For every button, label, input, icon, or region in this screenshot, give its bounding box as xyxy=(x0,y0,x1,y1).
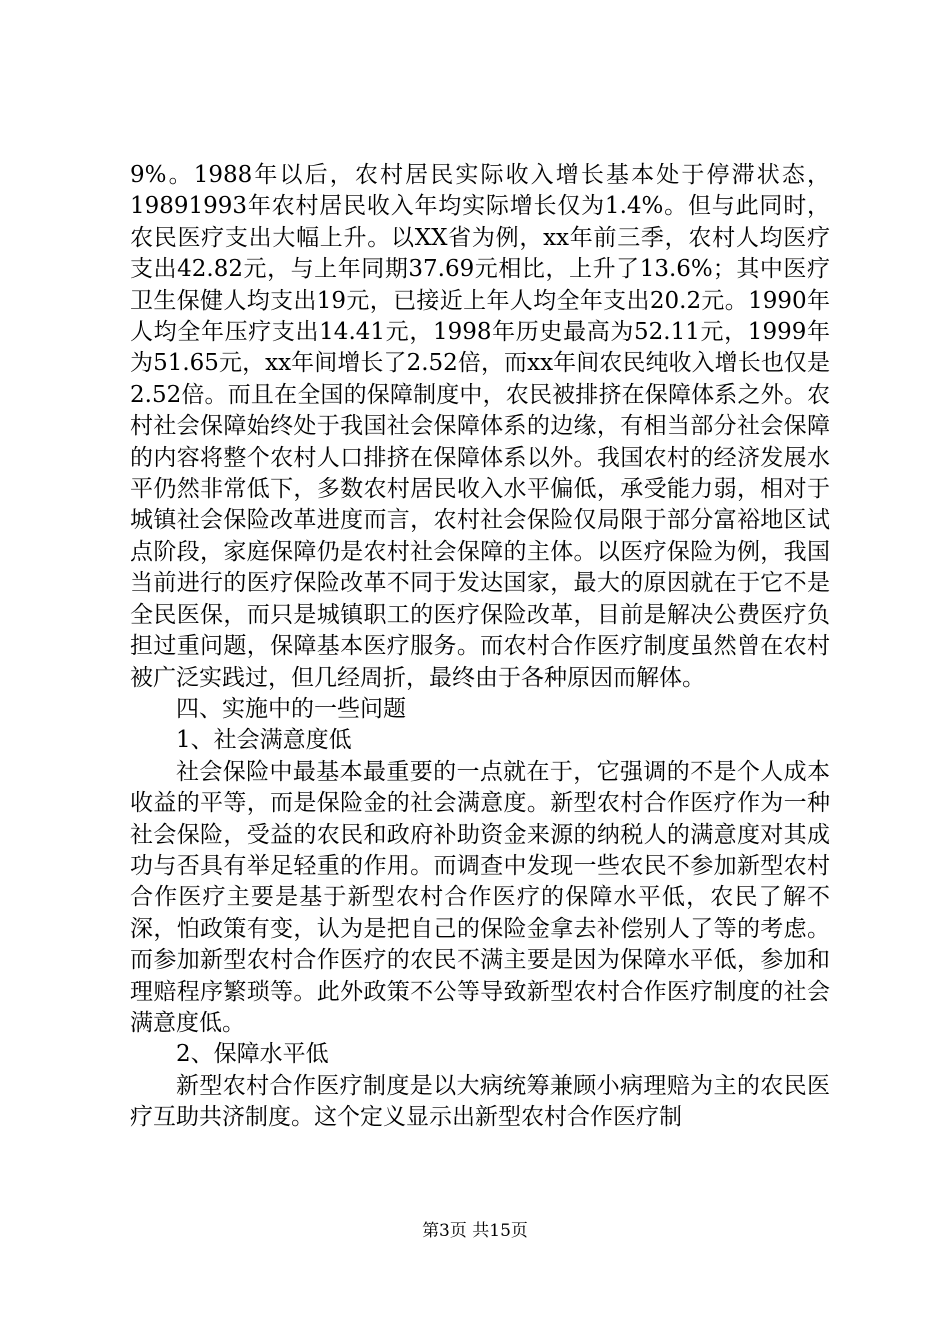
page-number-footer: 第3页 共15页 xyxy=(422,1221,528,1241)
subsection-heading: 1、社会满意度低 xyxy=(176,727,352,754)
document-body xyxy=(130,160,830,1134)
body-paragraph: 9%。1988年以后，农村居民实际收入增长基本处于停滞状态，19891993年农村居民收入年均实际增长仅为1.4%。但与此同时，农民医疗支出大幅上升。以XX省为例，xx年前三季，农村人均医疗支出42.82元，与上年同期37.69元相比，上升了13.6%；其中医疗卫生保健人均支出19元，已接近上年人均全年支出20.2元。1990年人均全年压疗支出14.41元，1998年历史最高为52.11元，1999年为51.65元，xx年间增长了2.52倍，而xx年间农民纯收入增长也仅是2.52倍。而且在全国的保障制度中，农民被排挤在保障体系之外。农村社会保障始终处于我国社会保障体系的边缘，有相当部分社会保障的内容将整个农村人口排挤在保障体系以外。我国农村的经济发展水平仍然非常低下，多数农村居民收入水平偏低，承受能力弱，相对于城镇社会保险改革进度而言，农村社会保险仅局限于部分富裕地区试点阶段，家庭保障仍是农村社会保障的主体。以医疗保险为例，我国当前进行的医疗保险改革不同于发达国家，最大的原因就在于它不是全民医保，而只是城镇职工的医疗保险改革，目前是解决公费医疗负担过重问题，保障基本医疗服务。而农村合作医疗制度虽然曾在农村被广泛实践过，但几经周折，最终由于各种原因而解体。 xyxy=(130,162,830,691)
body-paragraph: 社会保险中最基本最重要的一点就在于，它强调的不是个人成本收益的平等，而是保险金的社会满意度。新型农村合作医疗作为一种社会保险，受益的农民和政府补助资金来源的纳税人的满意度对其成功与否具有举足轻重的作用。而调查中发现一些农民不参加新型农村合作医疗主要是基于新型农村合作医疗的保障水平低，农民了解不深，怕政策有变，认为是把自己的保险金拿去补偿别人了等的考虑。而参加新型农村合作医疗的农民不满主要是因为保障水平低，参加和理赔程序繁琐等。此外政策不公等导致新型农村合作医疗制度的社会满意度低。 xyxy=(130,758,830,1036)
section-heading: 四、实施中的一些问题 xyxy=(176,695,406,722)
body-paragraph: 新型农村合作医疗制度是以大病统筹兼顾小病理赔为主的农民医疗互助共济制度。这个定义显示出新型农村合作医疗制 xyxy=(130,1072,830,1131)
subsection-heading: 2、保障水平低 xyxy=(176,1041,329,1068)
